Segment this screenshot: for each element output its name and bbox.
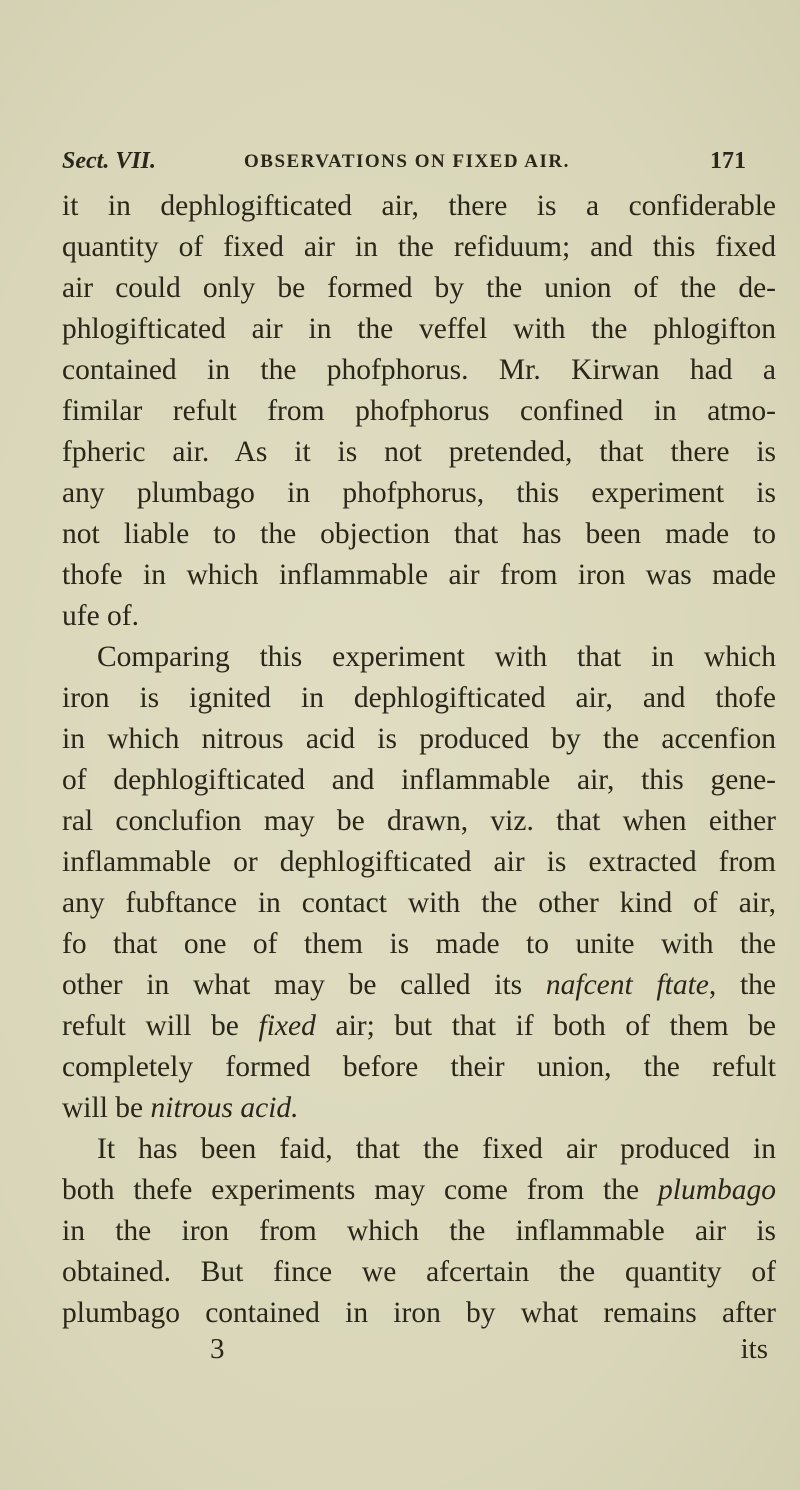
running-header (62, 148, 776, 184)
text-line (62, 186, 776, 227)
text-line (62, 227, 776, 268)
text-segment: obtained. But fince we afcertain the quantity of (62, 1256, 776, 1288)
text-segment: any plumbago in phofphorus, this experiment is (62, 477, 776, 509)
text-segment: other in what may be called its (62, 969, 546, 1001)
italic-text: plumbago (658, 1174, 776, 1206)
text-line (62, 391, 776, 432)
text-segment: fo that one of them is made to unite with the (62, 928, 776, 960)
text-line (62, 842, 776, 883)
text-segment: any fubftance in contact with the other kind of air, (62, 887, 776, 919)
text-segment: phlogifticated air in the veffel with the phlogifton (62, 313, 776, 345)
text-line (62, 1129, 776, 1170)
text-line (62, 514, 776, 555)
body-text (62, 186, 776, 1334)
text-line (62, 924, 776, 965)
text-line (62, 637, 776, 678)
signature-mark: 3 (210, 1333, 225, 1365)
text-line (62, 965, 776, 1006)
text-line (62, 596, 776, 637)
text-line (62, 309, 776, 350)
text-line (62, 883, 776, 924)
catchword: its (740, 1333, 768, 1365)
text-line (62, 678, 776, 719)
text-segment: ral conclufion may be drawn, viz. that when either (62, 805, 776, 837)
section-label: Sect. VII. (62, 148, 157, 174)
text-line (62, 1170, 776, 1211)
text-line (62, 719, 776, 760)
text-segment: completely formed before their union, the refult (62, 1051, 776, 1083)
text-segment: of dephlogifticated and inflammable air, this gene- (62, 764, 776, 796)
text-segment: ufe of. (62, 600, 139, 632)
text-segment: iron is ignited in dephlogifticated air, and thofe (62, 682, 776, 714)
text-segment: plumbago contained in iron by what remains after (62, 1297, 776, 1329)
text-line (62, 1252, 776, 1293)
text-segment: thofe in which inflammable air from iron was made (62, 559, 776, 591)
italic-text: fixed (258, 1010, 316, 1042)
text-segment: air; but that if both of them be (315, 1010, 776, 1042)
text-segment: air could only be formed by the union of the de- (62, 272, 776, 304)
text-segment: , the (708, 969, 776, 1001)
running-title: OBSERVATIONS ON FIXED AIR. (244, 151, 570, 172)
text-segment: it in dephlogifticated air, there is a confiderable (62, 190, 776, 222)
text-segment: not liable to the objection that has been made to (62, 518, 776, 550)
text-segment: in the iron from which the inflammable air is (62, 1215, 776, 1247)
italic-text: nitrous acid. (150, 1092, 299, 1124)
text-line (62, 1088, 776, 1129)
page-footer (62, 1333, 776, 1373)
text-segment: refult will be (62, 1010, 259, 1042)
text-segment: fimilar refult from phofphorus confined in atmo- (62, 395, 776, 427)
text-line (62, 1047, 776, 1088)
italic-text: nafcent ftate (545, 969, 709, 1001)
text-line (62, 350, 776, 391)
text-segment: Comparing this experiment with that in which (97, 641, 776, 673)
text-segment: both thefe experiments may come from the (62, 1174, 658, 1206)
text-line (62, 1211, 776, 1252)
text-line (62, 268, 776, 309)
text-segment: inflammable or dephlogifticated air is extracted from (62, 846, 776, 878)
text-segment: fpheric air. As it is not pretended, that there is (62, 436, 776, 468)
text-line (62, 1293, 776, 1334)
text-line (62, 432, 776, 473)
text-segment: in which nitrous acid is produced by the accenfion (62, 723, 776, 755)
text-line (62, 801, 776, 842)
text-segment: contained in the phofphorus. Mr. Kirwan had a (62, 354, 776, 386)
text-line (62, 555, 776, 596)
text-segment: It has been faid, that the fixed air produced in (97, 1133, 776, 1165)
text-segment: will be (62, 1092, 151, 1124)
text-line (62, 760, 776, 801)
text-segment: quantity of fixed air in the refiduum; and this fixed (62, 231, 776, 263)
text-line (62, 1006, 776, 1047)
page-number: 171 (710, 148, 746, 174)
text-line (62, 473, 776, 514)
